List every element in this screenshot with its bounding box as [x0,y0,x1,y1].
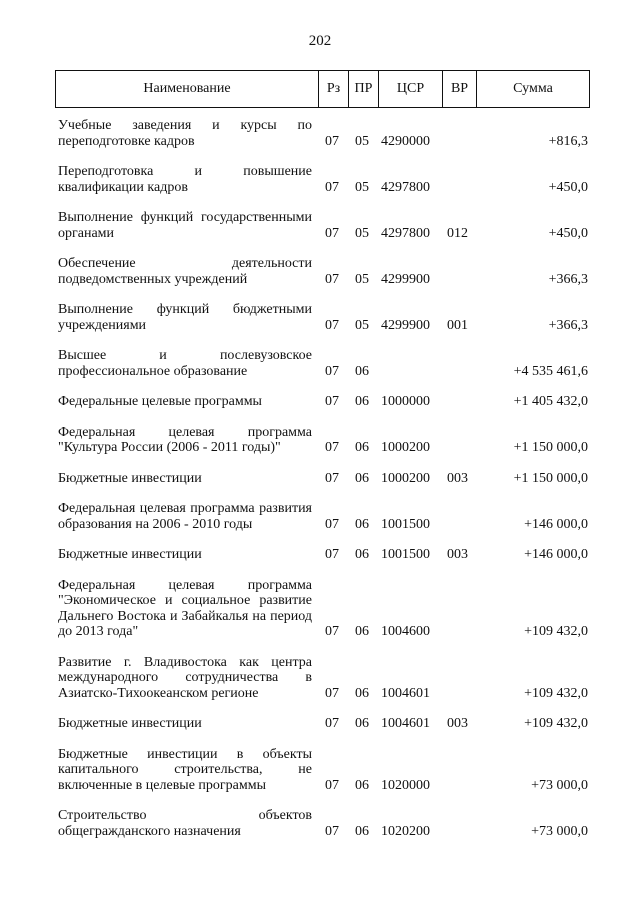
row-pr: 06 [355,823,369,839]
row-sum: +816,3 [548,133,588,149]
row-csr: 4299900 [381,317,430,333]
table-row [58,501,590,532]
row-pr: 05 [355,317,369,333]
row-csr: 1020200 [381,823,430,839]
row-sum: +109 432,0 [524,685,588,701]
table-row [58,210,590,241]
row-rz: 07 [325,777,339,793]
row-sum: +1 150 000,0 [513,440,588,455]
table-row [58,394,590,410]
table-row [58,348,590,379]
row-rz: 07 [325,547,339,562]
row-rz: 07 [325,440,339,455]
row-pr: 06 [355,470,369,486]
row-rz: 07 [325,317,339,333]
table-row [58,808,590,839]
row-sum: +109 432,0 [524,624,588,639]
row-pr: 05 [355,179,369,195]
row-name: Строительство объектов общегражданского назначения [58,808,312,839]
row-pr: 05 [355,225,369,241]
table-row [58,425,590,456]
row-pr: 06 [355,394,369,409]
row-csr: 4297800 [381,179,430,195]
row-name: Развитие г. Владивостока как центра международного сотрудничества в Азиатско-Тихоокеанском регионе [58,654,312,701]
row-csr: 1000000 [381,394,430,409]
row-rz: 07 [325,225,339,241]
row-rz: 07 [325,823,339,839]
row-rz: 07 [325,179,339,195]
row-vr: 001 [447,317,468,333]
header-sum: Сумма [513,81,553,96]
table-row [58,118,590,149]
header-csr: ЦСР [379,71,443,107]
row-pr: 06 [355,363,369,379]
row-rz: 07 [325,394,339,409]
row-name: Бюджетные инвестиции в объекты капитального строительства, не включенные в целевые программы [58,746,312,793]
row-csr: 4297800 [381,225,430,241]
row-sum: +146 000,0 [524,547,588,562]
row-name: Высшее и послевузовское профессиональное образование [58,348,312,379]
row-name: Обеспечение деятельности подведомственных учреждений [58,256,312,287]
header-vr: ВР [443,71,477,107]
row-sum: +366,3 [548,317,588,333]
page-number: 202 [308,33,332,49]
row-vr: 012 [447,225,468,241]
row-name: Бюджетные инвестиции [58,716,202,731]
row-pr: 06 [355,777,369,793]
row-pr: 06 [355,440,369,455]
row-rz: 07 [325,624,339,639]
row-rz: 07 [325,271,339,287]
table-row [58,655,590,702]
row-name: Федеральная целевая программа "Культура России (2006 - 2011 годы)" [58,424,312,455]
table-row [58,578,590,640]
row-sum: +450,0 [548,179,588,195]
row-pr: 06 [355,624,369,639]
row-name: Бюджетные инвестиции [58,547,202,562]
row-rz: 07 [325,685,339,701]
row-sum: +1 405 432,0 [513,394,588,409]
table-header [55,70,590,108]
row-pr: 06 [355,716,369,731]
row-sum: +73 000,0 [531,823,588,839]
row-rz: 07 [325,133,339,149]
row-csr: 4290000 [381,133,430,149]
row-name: Федеральная целевая программа "Экономическое и социальное развитие Дальнего Востока и Забайкалья на период до 2013 года" [58,577,312,639]
row-name: Федеральные целевые программы [58,394,262,409]
table-row [58,747,590,794]
table-row [58,302,590,333]
row-rz: 07 [325,716,339,731]
row-sum: +4 535 461,6 [513,363,588,379]
table-row [58,471,590,487]
row-sum: +73 000,0 [531,777,588,793]
table-row [58,547,590,563]
table-row [58,256,590,287]
header-pr: ПР [349,71,379,107]
row-pr: 06 [355,547,369,562]
row-vr: 003 [447,547,468,562]
row-csr: 1004601 [381,716,430,731]
row-csr: 1001500 [381,516,430,532]
row-pr: 05 [355,271,369,287]
row-csr: 4299900 [381,271,430,287]
row-pr: 06 [355,685,369,701]
row-vr: 003 [447,470,468,486]
row-csr: 1000200 [381,470,430,486]
row-pr: 05 [355,133,369,149]
row-name: Бюджетные инвестиции [58,470,202,486]
row-rz: 07 [325,516,339,532]
table-row [58,164,590,195]
row-sum: +366,3 [548,271,588,287]
row-name: Учебные заведения и курсы по переподготовке кадров [58,118,312,149]
row-sum: +1 150 000,0 [513,470,588,486]
row-name: Федеральная целевая программа развития образования на 2006 - 2010 годы [58,501,312,532]
row-name: Выполнение функций бюджетными учреждениями [58,302,312,333]
header-name: Наименование [56,71,319,107]
row-csr: 1004601 [381,685,430,701]
row-rz: 07 [325,470,339,486]
row-name: Переподготовка и повышение квалификации кадров [58,164,312,195]
row-sum: +146 000,0 [524,516,588,532]
table-row [58,716,590,732]
row-csr: 1020000 [381,777,430,793]
table-body [58,118,590,854]
row-csr: 1004600 [381,624,430,639]
row-vr: 003 [447,716,468,731]
row-pr: 06 [355,516,369,532]
header-rz: Рз [319,71,349,107]
row-sum: +109 432,0 [524,716,588,731]
row-sum: +450,0 [548,225,588,241]
row-name: Выполнение функций государственными органами [58,210,312,241]
row-csr: 1000200 [381,440,430,455]
row-rz: 07 [325,363,339,379]
row-csr: 1001500 [381,547,430,562]
